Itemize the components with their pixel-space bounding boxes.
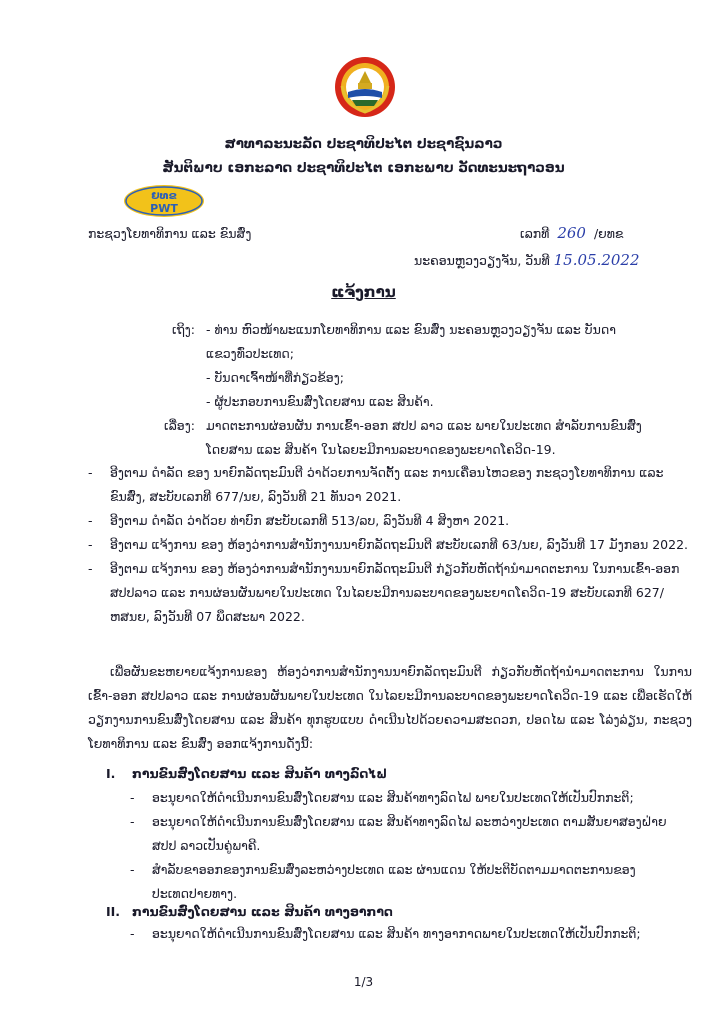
subject-line: ມາດຕະການຜ່ອນຜັນ ການເຂົ້າ-ອອກ ສປປ ລາວ ແລະ ພາຍໃນປະເທດ ສໍາລັບການຂົນສົ່ງ: [206, 418, 642, 433]
recipient-row: [172, 318, 692, 342]
reference-text: ອີງຕາມ ແຈ້ງການ ຂອງ ຫ້ອງວ່າການສໍານັກງານນາຍົກລັດຖະມົນຕີ ສະບັບເລກທີ 63/ນຍ, ລົງວັນທີ 17 ມັງກອນ 2022.: [110, 537, 689, 552]
date-label: ນະຄອນຫຼວງວຽງຈັນ, ວັນທີ: [414, 253, 550, 268]
subject-row: [164, 414, 692, 438]
section-heading: [106, 766, 387, 781]
section-number: I.: [106, 766, 116, 781]
subject-label: ເລື່ອງ:: [164, 418, 195, 433]
to-label: ເຖິງ:: [172, 322, 195, 337]
reference-item: - ອີງຕາມ ແຈ້ງການ ຂອງ ຫ້ອງວ່າການສໍານັກງານນາຍົກລັດຖະມົນຕີ ກ່ຽວກັບຫັດຖ້ານໍາມາດຕະການ ໃນການເຂົ້າ-ອອກ ສປປລາວ ແລະ ການຜ່ອນຜັນພາຍໃນປະເທດ ໃນໄລຍະມີການລະບາດຂອງພະຍາດໂຄວິດ-19 ສະບັບເລກທີ 627/ຫສນຍ, ລົງວັນທີ 07 ພຶດສະພາ 2022.: [88, 557, 692, 629]
page-number: 1/3: [353, 975, 374, 989]
ref-number-handwritten: 260: [557, 224, 586, 242]
reference-text: ອີງຕາມ ດໍາລັດ ວ່າດ້ວຍ ທ່າບົກ ສະບັບເລກທີ 513/ລບ, ລົງວັນທີ 4 ສິງຫາ 2021.: [110, 513, 510, 528]
recipient-line: ແຂວງທົ່ວປະເທດ;: [206, 346, 294, 361]
section-number: II.: [106, 904, 121, 919]
section-bullet: - ສໍາລັບຂາອອກຂອງການຂົນສົ່ງລະຫວ່າງປະເທດ ແລະ ຜ່ານແດນ ໃຫ້ປະຕິບັດຕາມມາດຕະການຂອງປະເທດປາຍທາງ.: [130, 858, 670, 906]
reference-item: - ອີງຕາມ ດໍາລັດ ຂອງ ນາຍົກລັດຖະມົນຕີ ວ່າດ້ວຍການຈັດຕັ້ງ ແລະ ການເຄື່ອນໄຫວຂອງ ກະຊວງໂຍທາທິການ ແລະ ຂົນສົ່ງ, ສະບັບເລກທີ 677/ນຍ, ລົງວັນທີ 21 ທັນວາ 2021.: [88, 461, 692, 509]
recipients-block: [164, 318, 692, 462]
bullet-text: ອະນຸຍາດໃຫ້ດໍາເນີນການຂົນສົ່ງໂດຍສານ ແລະ ສິນຄ້າທາງລົດໄຟ ລະຫວ່າງປະເທດ ຕາມສັນຍາສອງຝ່າຍ ສປປ ລາວເປັນຄູ່ພາຄີ.: [152, 814, 667, 853]
reference-item: - ອີງຕາມ ດໍາລັດ ວ່າດ້ວຍ ທ່າບົກ ສະບັບເລກທີ 513/ລບ, ລົງວັນທີ 4 ສິງຫາ 2021.: [88, 509, 692, 533]
notice-title: ແຈ້ງການ: [331, 283, 396, 301]
recipient-line: - ບັນດາເຈົ້າໜ້າທີ່ກ່ຽວຂ້ອງ;: [206, 370, 344, 385]
bullet-text: ອະນຸຍາດໃຫ້ດໍາເນີນການຂົນສົ່ງໂດຍສານ ແລະ ສິນຄ້າທາງລົດໄຟ ພາຍໃນປະເທດໃຫ້ເປັນປົກກະຕິ;: [152, 790, 634, 805]
ref-label: ເລກທີ: [520, 226, 550, 241]
ministry-name: ກະຊວງໂຍທາທິການ ແລະ ຂົນສົ່ງ: [88, 226, 252, 241]
reference-number: [520, 224, 623, 242]
date-handwritten: 15.05.2022: [553, 251, 640, 269]
section-title: ການຂົນສົ່ງໂດຍສານ ແລະ ສິນຄ້າ ທາງລົດໄຟ: [132, 766, 388, 781]
bullet-text: ອະນຸຍາດໃຫ້ດໍາເນີນການຂົນສົ່ງໂດຍສານ ແລະ ສິນຄ້າ ທາງອາກາດພາຍໃນປະເທດໃຫ້ເປັນປົກກະຕິ;: [152, 926, 641, 941]
section-heading: [106, 904, 393, 919]
reference-text: ອີງຕາມ ແຈ້ງການ ຂອງ ຫ້ອງວ່າການສໍານັກງານນາຍົກລັດຖະມົນຕີ ກ່ຽວກັບຫັດຖ້ານໍາມາດຕະການ ໃນການເຂົ້າ-ອອກ ສປປລາວ ແລະ ການຜ່ອນຜັນພາຍໃນປະເທດ ໃນໄລຍະມີການລະບາດຂອງພະຍາດໂຄວິດ-19 ສະບັບເລກທີ 627/ຫສນຍ, ລົງວັນທີ 07 ພຶດສະພາ 2022.: [110, 561, 680, 624]
section-bullet: - ອະນຸຍາດໃຫ້ດໍາເນີນການຂົນສົ່ງໂດຍສານ ແລະ ສິນຄ້າທາງລົດໄຟ ພາຍໃນປະເທດໃຫ້ເປັນປົກກະຕິ;: [130, 786, 670, 810]
reference-item: - ອີງຕາມ ແຈ້ງການ ຂອງ ຫ້ອງວ່າການສໍານັກງານນາຍົກລັດຖະມົນຕີ ສະບັບເລກທີ 63/ນຍ, ລົງວັນທີ 17 ມັງກອນ 2022.: [88, 533, 692, 557]
national-emblem: [334, 56, 396, 118]
country-name-line: ສາທາລະນະລັດ ປະຊາທິປະໄຕ ປະຊາຊົນລາວ: [224, 136, 503, 152]
pwt-logo: [122, 183, 206, 219]
recipient-line: - ຜູ້ປະກອບການຂົນສົ່ງໂດຍສານ ແລະ ສິນຄ້າ.: [206, 394, 434, 409]
document-date: [414, 251, 640, 269]
intro-paragraph: ເພື່ອຜັນຂະຫຍາຍແຈ້ງການຂອງ ຫ້ອງວ່າການສໍານັກງານນາຍົກລັດຖະມົນຕີ ກ່ຽວກັບຫັດຖ້ານໍາມາດຕະການ ໃນການເຂົ້າ-ອອກ ສປປລາວ ແລະ ການຜ່ອນຜັນພາຍໃນປະເທດ ໃນໄລຍະມີການລະບາດຂອງພະຍາດໂຄວິດ-19 ແລະ ເພື່ອເຮັດໃຫ້ວຽກງານການຂົນສົ່ງໂດຍສານ ແລະ ສິນຄ້າ ທຸກຮູບແບບ ດໍາເນີນໄປດ້ວຍຄວາມສະດວກ, ປອດໄພ ແລະ ໂລ່ງລ່ຽນ, ກະຊວງໂຍທາທິການ ແລະ ຂົນສົ່ງ ອອກແຈ້ງການດັ່ງນີ້:: [88, 664, 692, 751]
recipient-line: - ທ່ານ ຫົວໜ້າພະແນກໂຍທາທິການ ແລະ ຂົນສົ່ງ ນະຄອນຫຼວງວຽງຈັນ ແລະ ບັນດາ: [206, 322, 616, 337]
section-bullet: - ອະນຸຍາດໃຫ້ດໍາເນີນການຂົນສົ່ງໂດຍສານ ແລະ ສິນຄ້າທາງລົດໄຟ ລະຫວ່າງປະເທດ ຕາມສັນຍາສອງຝ່າຍ ສປປ ລາວເປັນຄູ່ພາຄີ.: [130, 810, 670, 858]
section-title: ການຂົນສົ່ງໂດຍສານ ແລະ ສິນຄ້າ ທາງອາກາດ: [132, 904, 393, 919]
reference-text: ອີງຕາມ ດໍາລັດ ຂອງ ນາຍົກລັດຖະມົນຕີ ວ່າດ້ວຍການຈັດຕັ້ງ ແລະ ການເຄື່ອນໄຫວຂອງ ກະຊວງໂຍທາທິການ ແລະ ຂົນສົ່ງ, ສະບັບເລກທີ 677/ນຍ, ລົງວັນທີ 21 ທັນວາ 2021.: [110, 465, 664, 504]
logo-text-top: ຍທຂ: [151, 189, 177, 202]
logo-text-bottom: PWT: [150, 202, 178, 215]
national-motto-line: ສັນຕິພາບ ເອກະລາດ ປະຊາທິປະໄຕ ເອກະພາບ ວັດທະນະຖາວອນ: [162, 160, 565, 176]
subject-line: ໂດຍສານ ແລະ ສິນຄ້າ ໃນໄລຍະມີການລະບາດຂອງພະຍາດໂຄວິດ-19.: [206, 442, 556, 457]
bullet-text: ສໍາລັບຂາອອກຂອງການຂົນສົ່ງລະຫວ່າງປະເທດ ແລະ ຜ່ານແດນ ໃຫ້ປະຕິບັດຕາມມາດຕະການຂອງປະເທດປາຍທາງ.: [152, 862, 636, 901]
ref-suffix: /ຍທຂ: [593, 226, 624, 241]
section-bullet: - ອະນຸຍາດໃຫ້ດໍາເນີນການຂົນສົ່ງໂດຍສານ ແລະ ສິນຄ້າ ທາງອາກາດພາຍໃນປະເທດໃຫ້ເປັນປົກກະຕິ;: [130, 922, 670, 946]
legal-references: [88, 461, 692, 629]
